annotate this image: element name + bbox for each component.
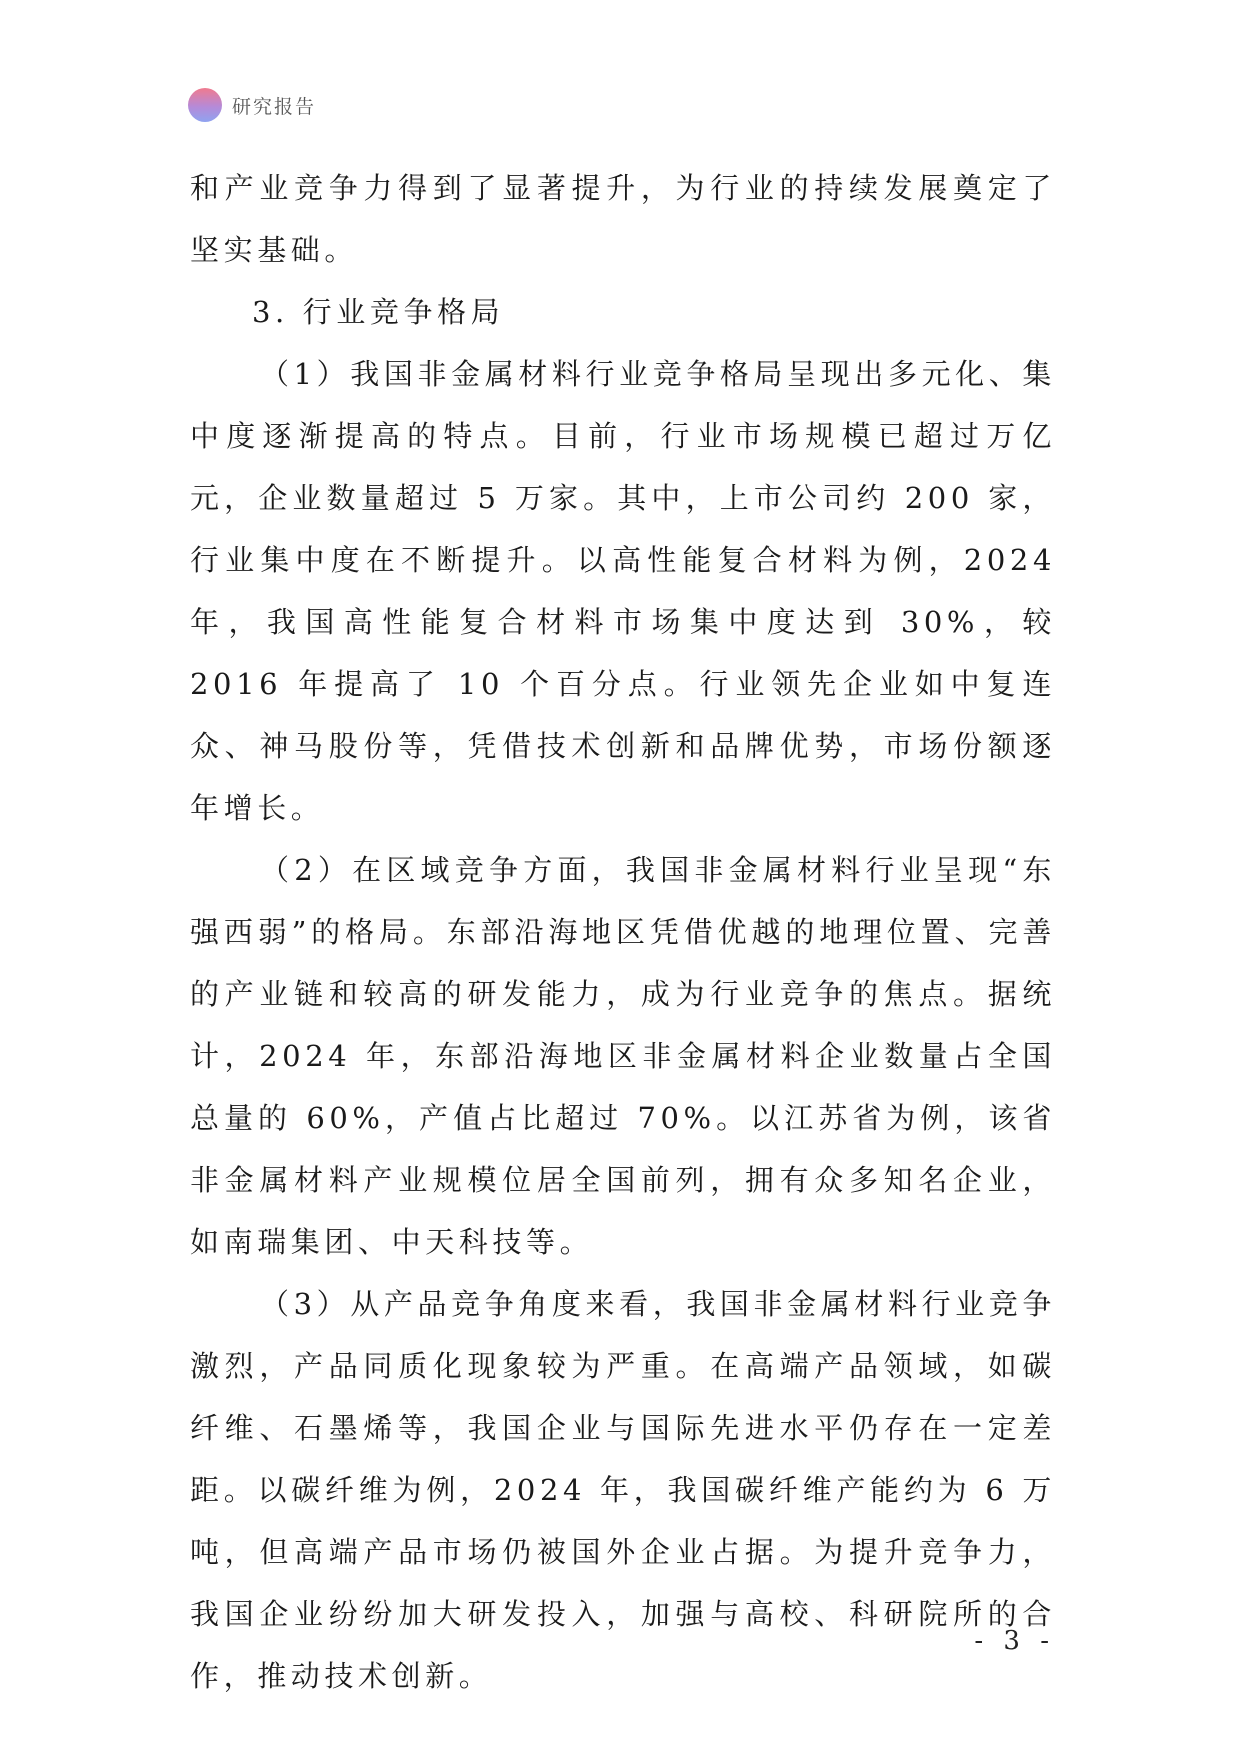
page-number: - 3 - xyxy=(974,1626,1055,1656)
report-logo-icon xyxy=(188,88,222,122)
paragraph-2: （2）在区域竞争方面，我国非金属材料行业呈现“东强西弱”的格局。东部沿海地区凭借优越的地理位置、完善的产业链和较高的研发能力，成为行业竞争的焦点。据统计，2024 年，东部沿海地区非金属材料企业数量占全国总量的 60%，产值占比超过 70%。以江苏省为例，该省非金属材料产业规模位居全国前列，拥有众多知名企业，如南瑞集团、中天科技等。 xyxy=(190,853,1056,1259)
paragraph-3: （3）从产品竞争角度来看，我国非金属材料行业竞争激烈，产品同质化现象较为严重。在高端产品领域，如碳纤维、石墨烯等，我国企业与国际先进水平仍存在一定差距。以碳纤维为例，2024 年，我国碳纤维产能约为 6 万吨，但高端产品市场仍被国外企业占据。为提升竞争力，我国企业纷纷加大研发投入，加强与高校、科研院所的合作，推动技术创新。 xyxy=(190,1287,1056,1693)
header-title: 研究报告 xyxy=(232,95,317,118)
section-title: 3. 行业竞争格局 xyxy=(252,295,505,329)
document-body xyxy=(190,157,1056,1707)
paragraph-1: （1）我国非金属材料行业竞争格局呈现出多元化、集中度逐渐提高的特点。目前，行业市场规模已超过万亿元，企业数量超过 5 万家。其中，上市公司约 200 家，行业集中度在不断提升。以高性能复合材料为例，2024 年，我国高性能复合材料市场集中度达到 30%，较 2016 年提高了 10 个百分点。行业领先企业如中复连众、神马股份等，凭借技术创新和品牌优势，市场份额逐年增长。 xyxy=(190,357,1056,825)
page-header xyxy=(188,88,316,122)
continuation-paragraph: 和产业竞争力得到了显著提升，为行业的持续发展奠定了坚实基础。 xyxy=(190,171,1056,267)
